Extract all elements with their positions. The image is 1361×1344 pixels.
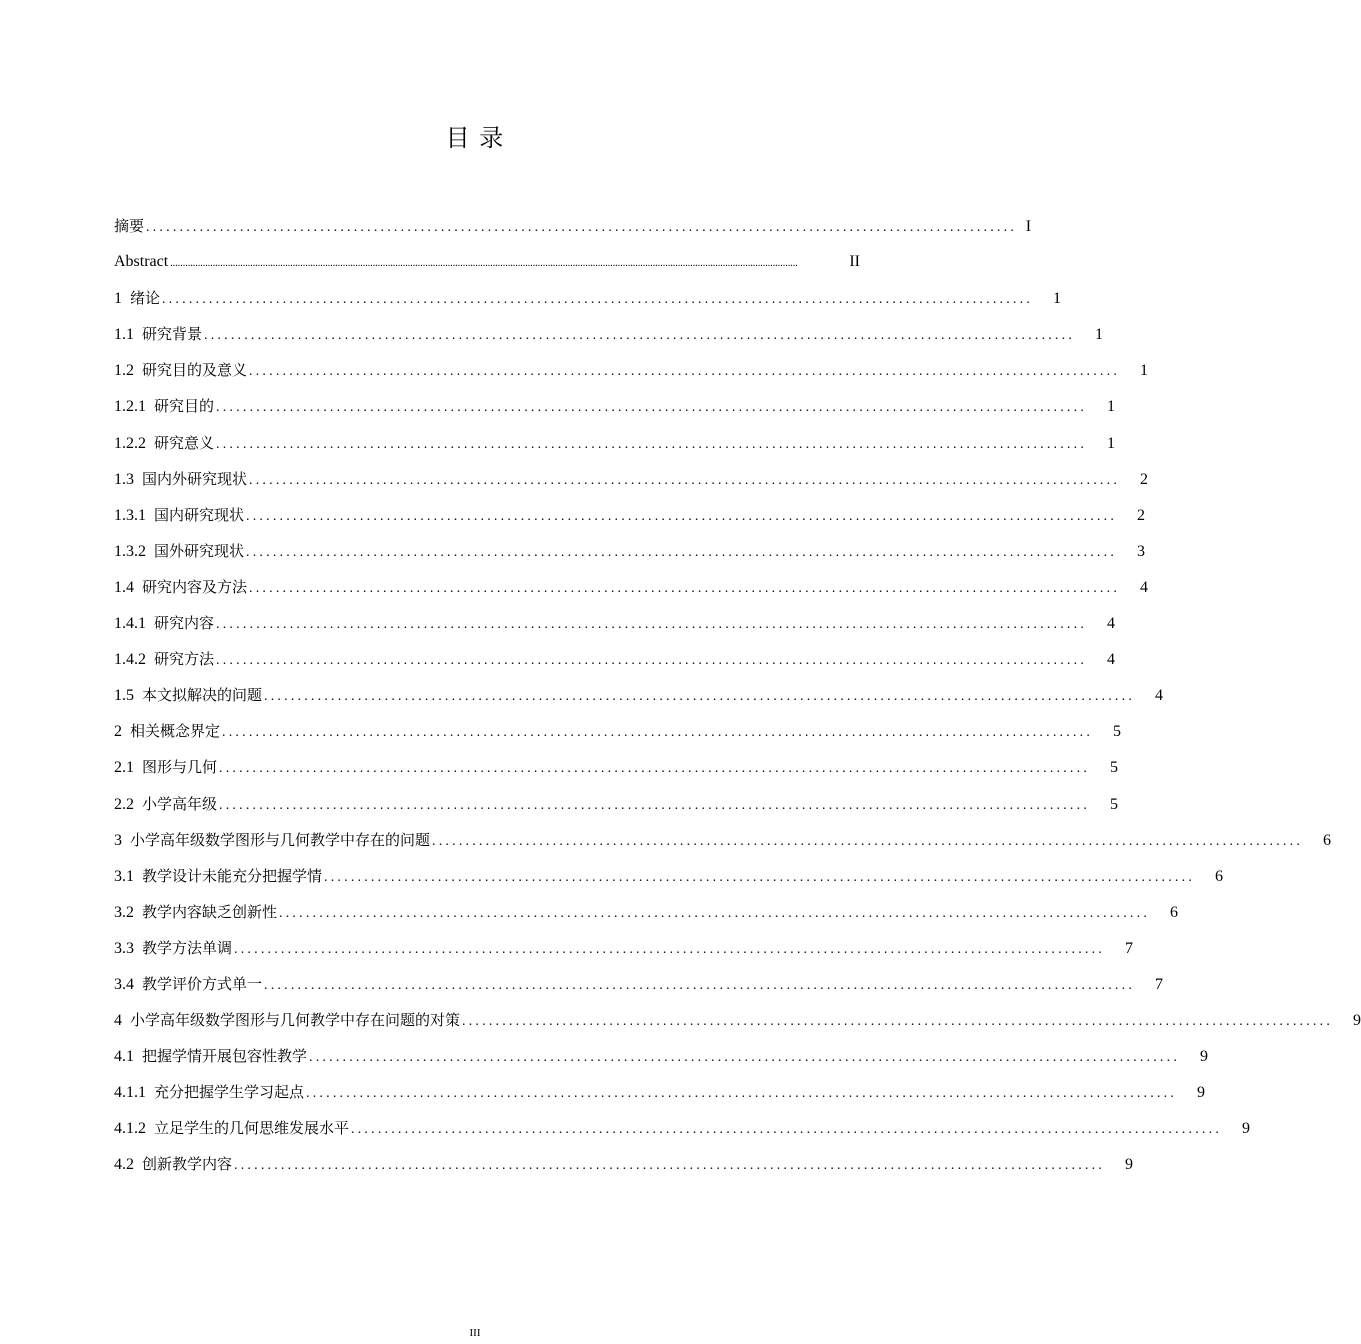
toc-dot-leader: ..................................................................................................................................: [204, 328, 1076, 344]
toc-entry-number: 3.3: [114, 939, 134, 957]
toc-dot-leader: ..................................................................................................................................: [222, 725, 1094, 741]
toc-entry-number: 3.1: [114, 867, 134, 885]
toc-entry-title: 教学设计未能充分把握学情: [142, 866, 323, 885]
toc-entry-title: 研究意义: [154, 433, 215, 452]
toc-dot-leader: ..................................................................................................................................: [246, 544, 1118, 560]
toc-entry-page: 4: [1140, 578, 1149, 596]
toc-entry[interactable]: [114, 533, 1146, 569]
toc-entry-page: I: [1025, 218, 1032, 235]
toc-entry-page: 1: [1107, 398, 1116, 416]
toc-entry-number: 4.1.2: [114, 1120, 146, 1138]
toc-entry-number: 1.3.2: [114, 542, 146, 560]
toc-dot-leader: ..................................................................................................................................: [279, 905, 1151, 921]
toc-entry-page: 6: [1323, 831, 1332, 849]
toc-entry-page: 1: [1095, 326, 1104, 344]
toc-entry-page: 5: [1110, 759, 1119, 777]
toc-dot-leader: ..................................................................................................................................: [216, 400, 1088, 416]
toc-entry-page: 7: [1155, 975, 1164, 993]
toc-entry-title: 国内研究现状: [154, 505, 245, 524]
toc-entry[interactable]: [114, 352, 1149, 388]
toc-entry-title: 国外研究现状: [154, 541, 245, 560]
toc-entry-number: 4: [114, 1012, 122, 1030]
toc-entry-number: 2.1: [114, 759, 134, 777]
toc-entry-number: 4.1: [114, 1048, 134, 1066]
toc-entry[interactable]: [114, 461, 1149, 497]
toc-entry-number: 3.2: [114, 903, 134, 921]
toc-entry-title: 国内外研究现状: [142, 469, 248, 488]
toc-entry-number: 2: [114, 723, 122, 741]
toc-entry-number: 1.4: [114, 578, 134, 596]
toc-entry[interactable]: [114, 1110, 1251, 1146]
toc-entry-number: 1.3: [114, 470, 134, 488]
toc-entry-page: 9: [1197, 1084, 1206, 1102]
toc-entry[interactable]: [114, 1074, 1206, 1110]
toc-entry-page: 9: [1200, 1048, 1209, 1066]
toc-dot-leader: ..................................................................................................................................: [351, 1122, 1223, 1138]
toc-entry-title: 研究内容: [154, 614, 215, 633]
toc-entry-title: 小学高年级: [142, 794, 218, 813]
toc-entry-title: 教学内容缺乏创新性: [142, 902, 278, 921]
toc-entry[interactable]: [114, 966, 1164, 1002]
toc-entry-page: 1: [1107, 434, 1116, 452]
toc-dot-leader: ..................................................................................................................................: [246, 508, 1118, 524]
toc-entry-title: 研究背景: [142, 325, 203, 344]
toc-entry-title: 教学评价方式单一: [142, 974, 263, 993]
toc-entry-title: 把握学情开展包容性教学: [142, 1047, 308, 1066]
toc-entry-number: 1.3.1: [114, 506, 146, 524]
toc-entry[interactable]: [114, 316, 1104, 352]
toc-entry[interactable]: [114, 388, 1116, 424]
toc-entry[interactable]: [114, 641, 1116, 677]
toc-dot-leader: ..................................................................................................................................: [216, 653, 1088, 669]
toc-entry-number: 3.4: [114, 975, 134, 993]
toc-entry[interactable]: [114, 677, 1164, 713]
toc-dot-leader: ...........................................................................................................................................................................................................................................................: [170, 258, 798, 270]
toc-entry-number: 1.2.1: [114, 398, 146, 416]
toc-entry[interactable]: [114, 569, 1149, 605]
toc-entry-title: 研究方法: [154, 650, 215, 669]
toc-entry-page: 4: [1107, 651, 1116, 669]
page-title: 目 录: [445, 124, 505, 152]
toc-entry[interactable]: [114, 894, 1179, 930]
toc-entry-page: 5: [1110, 795, 1119, 813]
toc-dot-leader: ..................................................................................................................................: [249, 364, 1121, 380]
toc-entry[interactable]: [114, 605, 1116, 641]
toc-entry-number: 1.4.2: [114, 651, 146, 669]
toc-entry-page: 2: [1140, 470, 1149, 488]
toc-entry-title: Abstract: [114, 253, 169, 271]
toc-list: [114, 208, 1361, 1183]
toc-dot-leader: ..................................................................................................................................: [234, 941, 1106, 957]
toc-dot-leader: ..................................................................................................................................: [324, 869, 1196, 885]
toc-entry[interactable]: [114, 1038, 1209, 1074]
toc-entry-page: 4: [1155, 687, 1164, 705]
page-footer-number: III: [469, 1327, 481, 1339]
toc-dot-leader: ..................................................................................................................................: [146, 220, 1018, 235]
toc-entry-page: 4: [1107, 615, 1116, 633]
toc-entry[interactable]: [114, 1146, 1134, 1182]
toc-entry-title: 研究目的及意义: [142, 361, 248, 380]
toc-entry-number: 1.2.2: [114, 434, 146, 452]
toc-dot-leader: ..................................................................................................................................: [432, 833, 1304, 849]
toc-entry-title: 小学高年级数学图形与几何教学中存在的问题: [130, 830, 431, 849]
toc-entry-title: 摘要: [114, 217, 145, 235]
toc-entry-title: 研究目的: [154, 397, 215, 416]
toc-entry-title: 立足学生的几何思维发展水平: [154, 1119, 350, 1138]
toc-dot-leader: ..................................................................................................................................: [249, 472, 1121, 488]
toc-dot-leader: ..................................................................................................................................: [216, 436, 1088, 452]
toc-entry-title: 小学高年级数学图形与几何教学中存在问题的对策: [130, 1011, 461, 1030]
toc-entry[interactable]: [114, 208, 1032, 244]
toc-entry-number: 2.2: [114, 795, 134, 813]
toc-dot-leader: ..................................................................................................................................: [216, 617, 1088, 633]
toc-entry[interactable]: [114, 786, 1119, 822]
toc-entry[interactable]: [114, 280, 1062, 316]
toc-dot-leader: ..................................................................................................................................: [219, 761, 1091, 777]
toc-dot-leader: ..................................................................................................................................: [249, 580, 1121, 596]
toc-entry-page: 1: [1140, 362, 1149, 380]
toc-dot-leader: ..................................................................................................................................: [234, 1158, 1106, 1174]
toc-dot-leader: ..................................................................................................................................: [162, 292, 1034, 308]
toc-entry-title: 相关概念界定: [130, 722, 221, 741]
toc-entry-number: 1.1: [114, 326, 134, 344]
toc-entry-page: 6: [1170, 903, 1179, 921]
toc-dot-leader: ..................................................................................................................................: [264, 689, 1136, 705]
toc-entry-title: 充分把握学生学习起点: [154, 1083, 305, 1102]
toc-entry-number: 4.2: [114, 1156, 134, 1174]
toc-dot-leader: ..................................................................................................................................: [309, 1050, 1181, 1066]
toc-entry-title: 教学方法单调: [142, 938, 233, 957]
toc-entry-title: 绪论: [130, 289, 161, 308]
toc-entry[interactable]: [114, 930, 1134, 966]
toc-entry-title: 创新教学内容: [142, 1155, 233, 1174]
toc-entry-number: 4.1.1: [114, 1084, 146, 1102]
toc-entry-page: 2: [1137, 506, 1146, 524]
toc-entry-page: II: [849, 253, 860, 271]
toc-entry[interactable]: [114, 858, 1224, 894]
toc-dot-leader: ..................................................................................................................................: [462, 1014, 1334, 1030]
toc-entry[interactable]: [114, 1002, 1361, 1038]
toc-entry[interactable]: [114, 425, 1116, 461]
toc-dot-leader: ..................................................................................................................................: [219, 797, 1091, 813]
toc-entry-page: 5: [1113, 723, 1122, 741]
toc-entry-title: 研究内容及方法: [142, 577, 248, 596]
toc-entry-page: 9: [1242, 1120, 1251, 1138]
toc-entry-number: 1.4.1: [114, 615, 146, 633]
toc-entry[interactable]: [114, 822, 1332, 858]
toc-entry-number: 1: [114, 290, 122, 308]
toc-entry[interactable]: [114, 749, 1119, 785]
toc-entry[interactable]: [114, 497, 1146, 533]
toc-dot-leader: ..................................................................................................................................: [264, 977, 1136, 993]
toc-entry-title: 本文拟解决的问题: [142, 686, 263, 705]
toc-entry-number: 3: [114, 831, 122, 849]
toc-entry-title: 图形与几何: [142, 758, 218, 777]
toc-entry-number: 1.5: [114, 687, 134, 705]
toc-entry-page: 9: [1353, 1012, 1361, 1030]
toc-dot-leader: ..................................................................................................................................: [306, 1086, 1178, 1102]
toc-entry-page: 3: [1137, 542, 1146, 560]
toc-entry-page: 9: [1125, 1156, 1134, 1174]
toc-entry[interactable]: [114, 244, 860, 280]
toc-entry-number: 1.2: [114, 362, 134, 380]
toc-entry-page: 1: [1053, 290, 1062, 308]
toc-entry-page: 7: [1125, 939, 1134, 957]
toc-entry[interactable]: [114, 713, 1122, 749]
toc-entry-page: 6: [1215, 867, 1224, 885]
